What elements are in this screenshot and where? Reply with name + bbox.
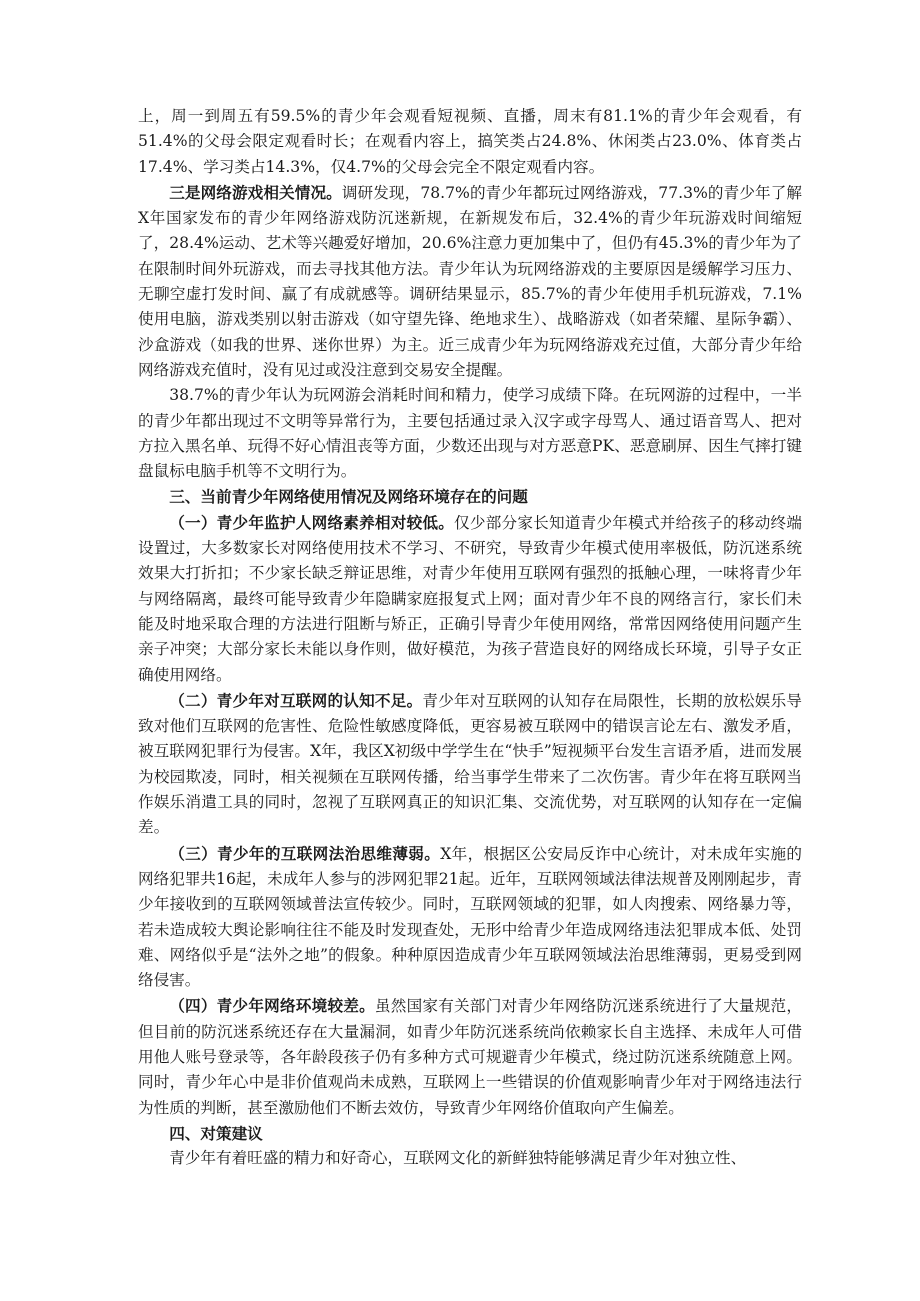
paragraph-video-stats [138,104,802,180]
paragraph-online-games [138,180,802,383]
paragraph-text: 虽然国家有关部门对青少年网络防沉迷系统进行了大量规范，但目前的防沉迷系统还存在大量漏洞，如青少年防沉迷系统尚依赖家长自主选择、未成年人可借用他人账号登录等，各年龄段孩子仍有多种方式可规避青少年模式，绕过防沉迷系统随意上网。同时，青少年心中是非价值观尚未成熟，互联网上一些错误的价值观影响青少年对于网络违法行为性质的判断，甚至激励他们不断去效仿，导致青少年网络价值取向产生偏差。 [138,997,802,1117]
paragraph-text: 青少年有着旺盛的精力和好奇心，互联网文化的新鲜独特能够满足青少年对独立性、 [169,1149,747,1168]
section-heading-problems: 三、当前青少年网络使用情况及网络环境存在的问题 [169,487,528,507]
paragraph-recommendations-intro [138,1146,802,1171]
paragraph-text: 青少年对互联网的认知存在局限性，长期的放松娱乐导致对他们互联网的危害性、危险性敏感度降低，更容易被互联网中的错误言论左右、激发矛盾，被互联网犯罪行为侵害。X年，我区X初级中学学生在“快手”短视频平台发生言语矛盾，进而发展为校园欺凌，同时，相关视频在互联网传播，给当事学生带来了二次伤害。青少年在将互联网当作娱乐消遣工具的同时，忽视了互联网真正的知识汇集、交流优势，对互联网的认知存在一定偏差。 [138,691,802,837]
document-body [138,104,802,1171]
paragraph-lead: （一）青少年监护人网络素养相对较低。 [169,512,455,532]
paragraph-lead: （四）青少年网络环境较差。 [169,996,375,1016]
paragraph-lead: （二）青少年对互联网的认知不足。 [169,690,423,710]
paragraph-game-behavior [138,383,802,484]
paragraph-text: 调研发现，78.7%的青少年都玩过网络游戏，77.3%的青少年了解X年国家发布的青少年网络游戏防沉迷新规，在新规发布后，32.4%的青少年玩游戏时间缩短了，28.4%运动、艺术等兴趣爱好增加，20.6%注意力更加集中了，但仍有45.3%的青少年为了在限制时间外玩游戏，而去寻找其他方法。青少年认为玩网络游戏的主要原因是缓解学习压力、无聊空虚打发时间、赢了有成就感等。调研结果显示，85.7%的青少年使用手机玩游戏，7.1%使用电脑，游戏类别以射击游戏（如守望先锋、绝地求生）、战略游戏（如者荣耀、星际争霸）、沙盒游戏（如我的世界、迷你世界）为主。近三成青少年为玩网络游戏充过值，大部分青少年给网络游戏充值时，没有见过或没注意到交易安全提醒。 [138,183,802,379]
paragraph-lead: 三是网络游戏相关情况。 [169,182,342,202]
paragraph-text: 38.7%的青少年认为玩网游会消耗时间和精力，使学习成绩下降。在玩网游的过程中，一半的青少年都出现过不文明等异常行为，主要包括通过录入汉字或字母骂人、通过语音骂人、把对方拉入黑名单、玩得不好心情沮丧等方面，少数还出现与对方恶意PK、恶意刷屏、因生气摔打键盘鼠标电脑手机等不文明行为。 [138,386,802,481]
paragraph-guardian-literacy [138,510,802,688]
paragraph-network-environment [138,993,802,1120]
paragraph-text: 上，周一到周五有59.5%的青少年会观看短视频、直播，周末有81.1%的青少年会观看，有51.4%的父母会限定观看时长；在观看内容上，搞笑类占24.8%、休闲类占23.0%、体育类占17.4%、学习类占14.3%，仅4.7%的父母会完全不限定观看内容。 [138,107,802,176]
paragraph-text: X年，根据区公安局反诈中心统计，对未成年实施的网络犯罪共16起，未成年人参与的涉网犯罪21起。近年，互联网领域法律法规普及刚刚起步，青少年接收到的互联网领域普法宣传较少。同时，互联网领域的犯罪，如人肉搜索、网络暴力等，若未造成较大舆论影响往往不能及时发现查处，无形中给青少年造成网络违法犯罪成本低、处罚难、网络似乎是“法外之地”的假象。种种原因造成青少年互联网领域法治思维薄弱，更易受到网络侵害。 [138,844,802,990]
paragraph-internet-cognition [138,688,802,841]
section-heading-recommendations: 四、对策建议 [169,1123,263,1143]
paragraph-lead: （三）青少年的互联网法治思维薄弱。 [169,843,441,863]
paragraph-text: 仅少部分家长知道青少年模式并给孩子的移动终端设置过，大多数家长对网络使用技术不学习、不研究，导致青少年模式使用率极低，防沉迷系统效果大打折扣；不少家长缺乏辩证思维，对青少年使用互联网有强烈的抵触心理，一味将青少年与网络隔离，最终可能导致青少年隐瞒家庭报复式上网；面对青少年不良的网络言行，家长们未能及时地采取合理的方法进行阻断与矫正，正确引导青少年使用网络，常常因网络使用问题产生亲子冲突；大部分家长未能以身作则，做好模范，为孩子营造良好的网络成长环境，引导子女正确使用网络。 [138,513,802,684]
paragraph-legal-thinking [138,841,802,994]
